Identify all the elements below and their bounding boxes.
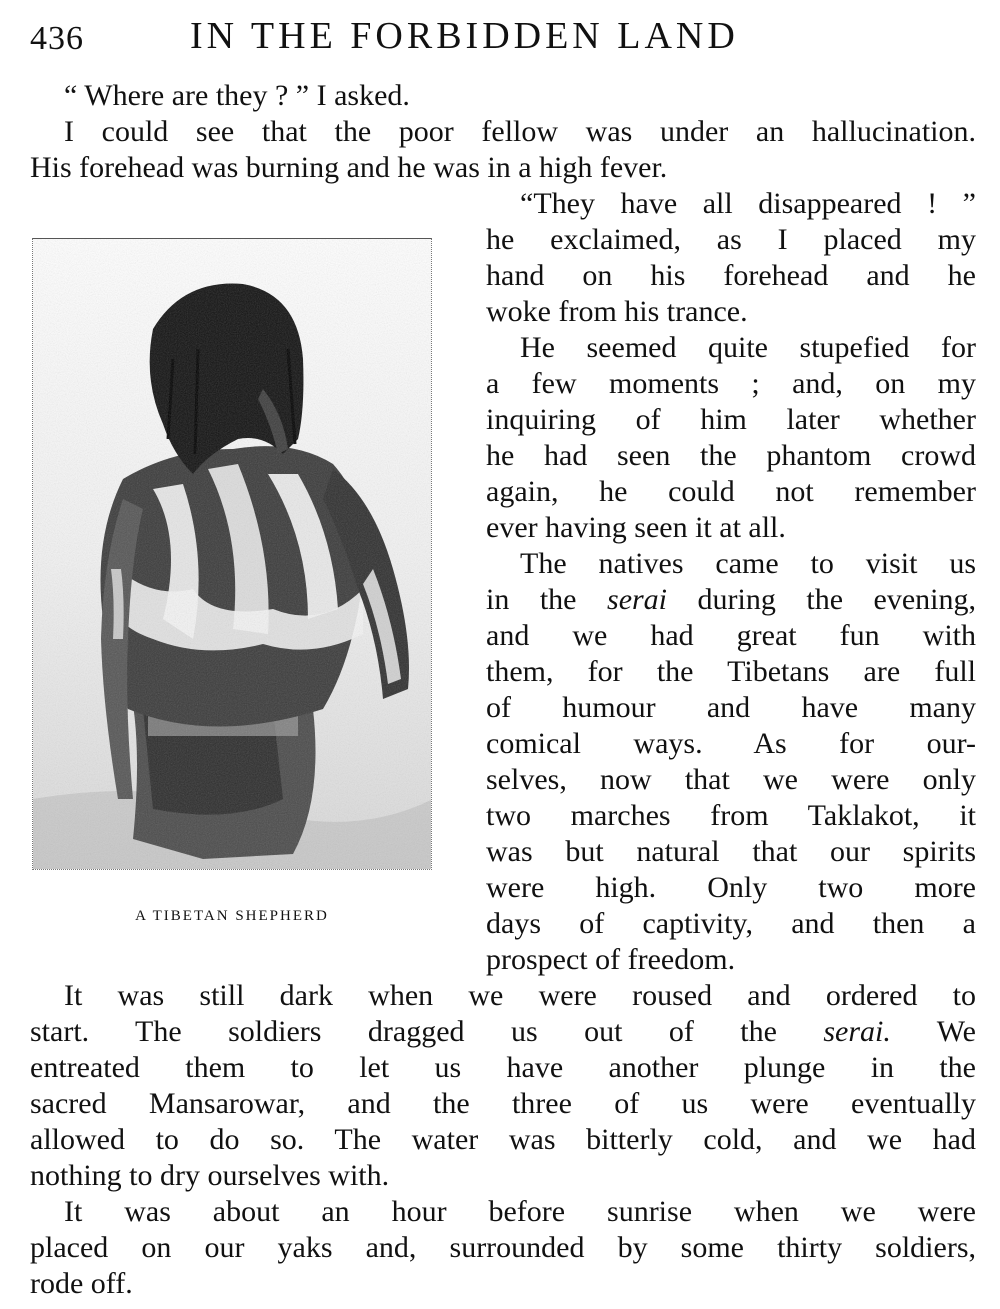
text-line-8: He seemed quite stupefied for: [520, 331, 976, 364]
text-line-19: comical ways. As for our-: [486, 727, 976, 760]
text-line-16: and we had great fun with: [486, 619, 976, 652]
italic-word-serai-2: serai.: [823, 1015, 891, 1048]
text-line-5: he exclaimed, as I placed my: [486, 223, 976, 256]
text-line-17: them, for the Tibetans are full: [486, 655, 976, 688]
line-part: start. The soldiers dragged us out of the: [30, 1015, 824, 1048]
line-part: in the: [486, 583, 608, 616]
text-line-25: prospect of freedom.: [486, 943, 736, 976]
text-line-2: I could see that the poor fellow was under an hallucination.: [64, 115, 976, 148]
text-line-6: hand on his forehead and he: [486, 259, 976, 292]
text-line-34: rode off.: [30, 1267, 133, 1300]
text-line-24: days of captivity, and then a: [486, 907, 976, 940]
text-line-13: ever having seen it at all.: [486, 511, 786, 544]
shepherd-photograph: [32, 238, 432, 870]
text-line-26: It was still dark when we were roused and ordered to: [64, 979, 976, 1012]
text-line-22: was but natural that our spirits: [486, 835, 976, 868]
text-line-9: a few moments ; and, on my: [486, 367, 976, 400]
page-number: 436: [30, 20, 84, 57]
text-line-29: sacred Mansarowar, and the three of us were eventually: [30, 1087, 976, 1120]
text-line-27: [30, 1014, 976, 1050]
text-line-21: two marches from Taklakot, it: [486, 799, 976, 832]
text-line-20: selves, now that we were only: [486, 763, 976, 796]
text-line-12: again, he could not remember: [486, 475, 976, 508]
text-line-28: entreated them to let us have another plunge in the: [30, 1051, 976, 1084]
text-line-7: woke from his trance.: [486, 295, 748, 328]
shepherd-figure-illustration: [33, 239, 432, 870]
text-line-4: “They have all disappeared ! ”: [520, 187, 976, 220]
text-line-14: The natives came to visit us: [520, 547, 976, 580]
text-line-30: allowed to do so. The water was bitterly cold, and we had: [30, 1123, 976, 1156]
text-line-1: “ Where are they ? ” I asked.: [64, 79, 410, 112]
text-line-11: he had seen the phantom crowd: [486, 439, 976, 472]
line-part: during the evening,: [667, 583, 976, 616]
text-line-23: were high. Only two more: [486, 871, 976, 904]
text-line-32: It was about an hour before sunrise when we were: [64, 1195, 976, 1228]
text-line-18: of humour and have many: [486, 691, 976, 724]
text-line-3: His forehead was burning and he was in a high fever.: [30, 151, 668, 184]
text-line-10: inquiring of him later whether: [486, 403, 976, 436]
page-header: [30, 14, 978, 62]
running-title: IN THE FORBIDDEN LAND: [190, 15, 739, 57]
italic-word-serai: serai: [607, 583, 668, 616]
text-line-15: [486, 582, 976, 618]
text-line-31: nothing to dry ourselves with.: [30, 1159, 390, 1192]
figure-caption: A TIBETAN SHEPHERD: [135, 908, 329, 924]
line-part: We: [890, 1015, 977, 1048]
text-line-33: placed on our yaks and, surrounded by some thirty soldiers,: [30, 1231, 976, 1264]
